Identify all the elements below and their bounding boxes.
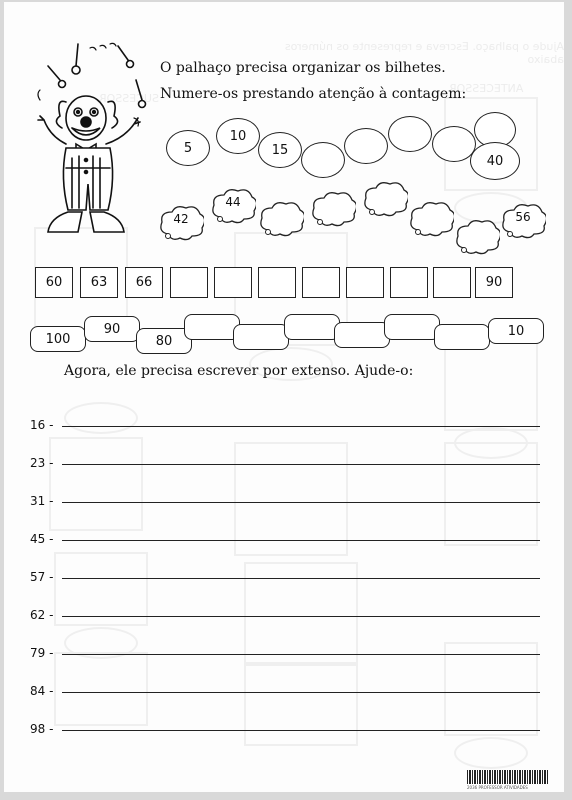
balloon-oval[interactable] <box>301 142 345 178</box>
number-square[interactable] <box>346 267 384 298</box>
row-number: 31 - <box>30 494 54 508</box>
ghost-antecessor: ANTECESSOR <box>449 82 524 95</box>
cloud-shape[interactable] <box>362 178 408 218</box>
worksheet-page <box>4 2 564 792</box>
writing-line[interactable] <box>62 692 540 693</box>
writing-line[interactable] <box>62 502 540 503</box>
cloud-shape[interactable] <box>454 216 500 256</box>
balloon-oval[interactable]: 15 <box>258 132 302 168</box>
number-square[interactable]: 90 <box>475 267 513 298</box>
balloon-oval[interactable]: 40 <box>470 142 520 180</box>
ghost-box <box>49 437 143 531</box>
ticket[interactable]: 100 <box>30 326 86 352</box>
row-number: 23 - <box>30 456 54 470</box>
ticket[interactable] <box>334 322 390 348</box>
cloud-shape[interactable] <box>310 188 356 228</box>
cloud-number: 44 <box>225 195 241 209</box>
ghost-sucessor: SUCESSOR <box>99 92 159 105</box>
cloud-number: 56 <box>515 210 531 224</box>
row-number: 16 - <box>30 418 54 432</box>
row-number: 45 - <box>30 532 54 546</box>
row-number: 57 - <box>30 570 54 584</box>
ticket[interactable] <box>233 324 289 350</box>
barcode-text: 2036 PROFESSOR ATIVIDADES <box>467 785 528 790</box>
writing-line[interactable] <box>62 578 540 579</box>
ghost-box <box>444 642 538 736</box>
ghost-oval <box>454 737 528 769</box>
section-2-instruction: Agora, ele precisa escrever por extenso. Ajude-o: <box>64 363 414 379</box>
ticket[interactable] <box>184 314 240 340</box>
ticket[interactable] <box>434 324 490 350</box>
cloud-outline <box>408 198 454 238</box>
ticket[interactable]: 10 <box>488 318 544 344</box>
writing-line[interactable] <box>62 426 540 427</box>
cloud-outline <box>258 198 304 238</box>
ticket[interactable]: 80 <box>136 328 192 354</box>
number-square[interactable] <box>214 267 252 298</box>
balloon-oval[interactable]: 10 <box>216 118 260 154</box>
ticket[interactable] <box>384 314 440 340</box>
barcode <box>467 770 549 784</box>
ticket[interactable] <box>284 314 340 340</box>
number-square[interactable]: 60 <box>35 267 73 298</box>
balloon-oval[interactable] <box>388 116 432 152</box>
ghost-box <box>444 337 538 431</box>
cloud-shape[interactable] <box>158 202 204 242</box>
ghost-top-text: Ajude o palhaço. Escreva e represente os números abaixo <box>284 40 564 66</box>
cloud-outline <box>310 188 356 228</box>
ticket[interactable]: 90 <box>84 316 140 342</box>
cloud-shape[interactable] <box>500 200 546 240</box>
writing-line[interactable] <box>62 616 540 617</box>
ghost-box <box>234 442 348 556</box>
number-square[interactable] <box>433 267 471 298</box>
balloon-oval[interactable]: 5 <box>166 130 210 166</box>
row-number: 79 - <box>30 646 54 660</box>
cloud-outline <box>362 178 408 218</box>
row-number: 62 - <box>30 608 54 622</box>
number-square[interactable]: 66 <box>125 267 163 298</box>
cloud-shape[interactable] <box>258 198 304 238</box>
number-square[interactable] <box>302 267 340 298</box>
cloud-number: 42 <box>173 212 189 226</box>
ghost-oval <box>64 402 138 434</box>
writing-line[interactable] <box>62 540 540 541</box>
balloon-oval[interactable] <box>432 126 476 162</box>
number-square[interactable] <box>390 267 428 298</box>
ghost-box <box>244 662 358 746</box>
writing-line[interactable] <box>62 464 540 465</box>
clown-illustration <box>30 40 150 250</box>
cloud-outline <box>454 216 500 256</box>
ghost-oval <box>454 427 528 459</box>
balloon-oval[interactable] <box>344 128 388 164</box>
writing-line[interactable] <box>62 730 540 731</box>
cloud-shape[interactable] <box>408 198 454 238</box>
instruction-line-2: Numere-os prestando atenção à contagem: <box>160 86 467 102</box>
row-number: 98 - <box>30 722 54 736</box>
writing-line[interactable] <box>62 654 540 655</box>
number-square[interactable] <box>170 267 208 298</box>
row-number: 84 - <box>30 684 54 698</box>
number-square[interactable]: 63 <box>80 267 118 298</box>
ghost-box <box>54 552 148 626</box>
number-square[interactable] <box>258 267 296 298</box>
instruction-line-1: O palhaço precisa organizar os bilhetes. <box>160 60 446 76</box>
ghost-box <box>54 652 148 726</box>
cloud-shape[interactable] <box>210 185 256 225</box>
